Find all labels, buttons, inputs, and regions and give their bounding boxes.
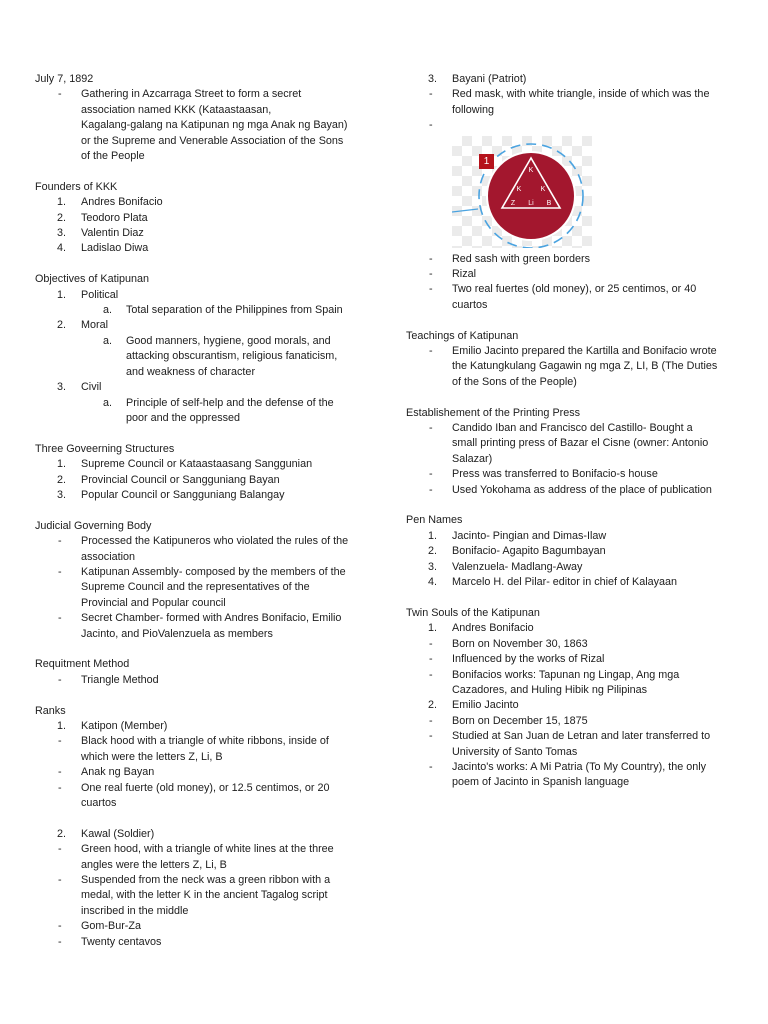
list-item: - Katipunan Assembly- composed by the members of the Supreme Council and the representatives of the Provincial and Popular council [58,565,346,609]
list-item: 1. Supreme Council or Kataastaasang Sanggunian [57,458,313,471]
right-column [406,72,736,791]
list-item: 2. Provincial Council or Sangguniang Bayan [57,473,280,486]
list-item: - Bonifacios works: Tapunan ng Lingap, Ang mga Cazadores, and Huling Hibik ng Pilipinas [429,668,680,696]
list-item: - Studied at San Juan de Letran and later transferred to University of Santo Tomas [429,730,711,758]
list-item: 2. Moral [57,319,108,332]
image-number-badge: 1 [479,154,494,169]
list-item: 4. Marcelo H. del Pilar- editor in chief of Kalayaan [428,576,678,589]
list-item: 3. Civil [57,381,102,394]
list-item: 2. Bonifacio- Agapito Bagumbayan [428,545,606,558]
section-heading: Three Goveerning Structures [35,442,175,455]
list-item: 1. Political [57,288,119,301]
list-item: 2. Kawal (Soldier) [57,827,155,840]
emblem-letter-top: K [528,166,534,174]
left-column [35,72,375,950]
emblem-icon [452,136,592,248]
list-item: - Gom-Bur-Za [58,920,141,933]
list-item: - [429,119,433,132]
list-item: - Born on November 30, 1863 [429,637,588,650]
list-item: - Twenty centavos [58,935,162,948]
list-item: - Used Yokohama as address of the place of publication [429,483,712,496]
date-heading: July 7, 1892 [35,73,94,85]
list-item: - Candido Iban and Francisco del Castillo- Bought a small printing press of Bazar el Cisne (owner: Antonio Salazar) [429,422,709,465]
list-item: - Secret Chamber- formed with Andres Bonifacio, Emilio Jacinto, and PioValenzuela as members [58,612,342,640]
list-item: 3. Valenzuela- Madlang-Away [428,560,583,573]
list-item: - Influenced by the works of Rizal [429,653,605,666]
section-heading: Establishement of the Printing Press [406,406,581,419]
katipunan-emblem-image [452,136,592,248]
section-heading: Pen Names [406,514,463,527]
list-item: - Processed the Katipuneros who violated the rules of the association [58,535,349,563]
list-item: - Triangle Method [58,673,159,686]
list-item: 1. Andres Bonifacio [57,196,163,209]
list-item: 4. Ladislao Diwa [57,242,149,255]
list-item: - Jacinto's works: A Mi Patria (To My Country), the only poem of Jacinto in Spanish language [429,760,707,789]
list-item: - Black hood with a triangle of white ribbons, inside of which were the letters Z, Li, B [58,735,329,763]
section-heading: Founders of KKK [35,180,118,193]
list-item: 1. Andres Bonifacio [428,622,534,635]
list-item: - Green hood, with a triangle of white lines at the three angles were the letters Z, Li, B [58,843,334,871]
section-heading: Judicial Governing Body [35,519,152,532]
emblem-letter-right: K [540,185,546,193]
list-item: - Anak ng Bayan [58,766,155,779]
list-item: - Rizal [429,268,476,281]
section-heading: Twin Souls of the Katipunan [406,606,540,619]
list-item: - Gathering in Azcarraga Street to form a secret association named KKK (Kataastaasan, Kagalang-galang na Katipunan ng mga Anak ng Bayan) or the Supreme and Venerable Association of the Sons of the People [58,88,348,163]
list-item: 1. Katipon (Member) [57,719,168,732]
emblem-letter-z: Z [510,199,516,207]
list-item: - Emilio Jacinto prepared the Kartilla and Bonifacio wrote the Katungkulang Gagawin ng mga Z, LI, B (The Duties of the Sons of the People) [429,345,718,388]
section-heading: Ranks [35,704,66,717]
list-item: - Born on December 15, 1875 [429,714,588,727]
sub-list-item: a. Total separation of the Philippines from Spain [103,304,343,317]
section-heading: Requitment Method [35,658,130,671]
list-item: - Suspended from the neck was a green ribbon with a medal, with the letter K in the ancient Tagalog script inscribed in the middle [58,874,331,917]
list-item: 2. Teodoro Plata [57,211,148,224]
list-item: 1. Jacinto- Pingian and Dimas-Ilaw [428,529,607,542]
list-item: - Two real fuertes (old money), or 25 centimos, or 40 cuartos [429,283,697,311]
list-item: - Press was transferred to Bonifacio-s house [429,468,658,481]
emblem-letter-left: K [516,185,522,193]
list-item: 3. Valentin Diaz [57,227,144,240]
section-heading: Teachings of Katipunan [406,329,519,342]
section-heading: Objectives of Katipunan [35,273,150,286]
list-item: - One real fuerte (old money), or 12.5 centimos, or 20 cuartos [58,781,330,809]
sub-list-item: a. Principle of self-help and the defense of the poor and the oppressed [103,396,334,424]
list-item: 3. Popular Council or Sangguniang Balangay [57,488,285,501]
list-item: - Red mask, with white triangle, inside of which was the following [429,88,710,116]
list-item: - Red sash with green borders [429,252,591,265]
list-item: 2. Emilio Jacinto [428,699,519,712]
emblem-letter-li: Li [528,199,534,207]
emblem-letter-b: B [546,199,552,207]
sub-list-item: a. Good manners, hygiene, good morals, and attacking obscurantism, religious fanaticism, and weakness of character [103,334,338,378]
list-item: 3. Bayani (Patriot) [428,73,527,85]
